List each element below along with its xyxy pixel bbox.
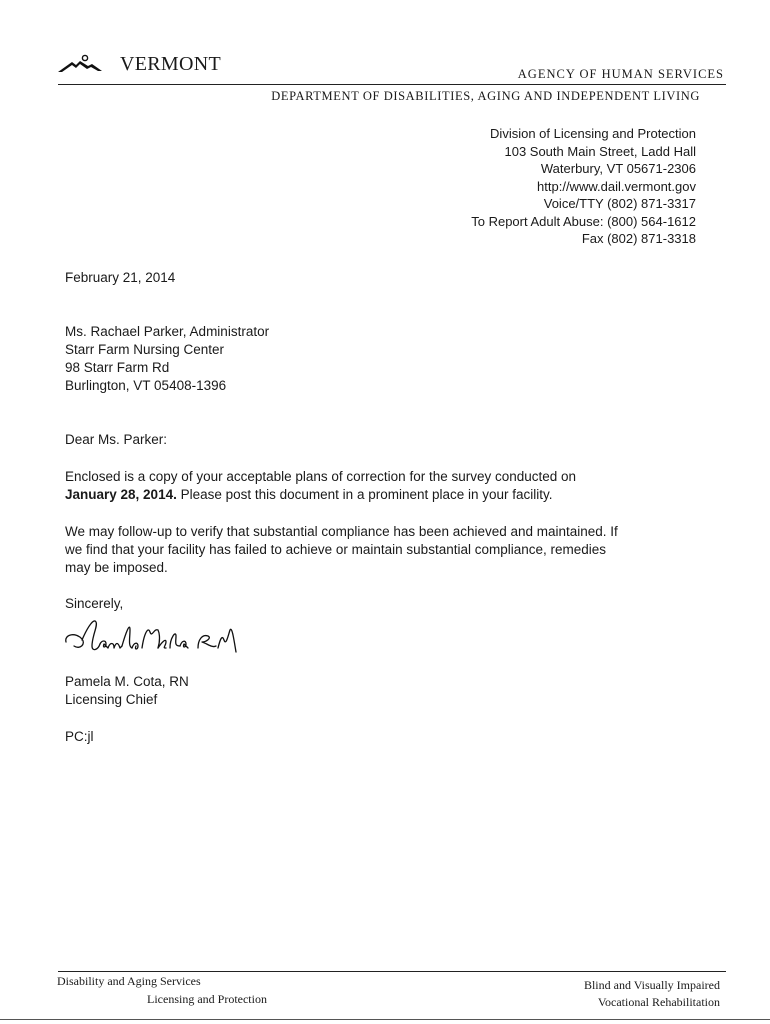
- signer-block: [65, 673, 189, 709]
- paragraph-1: [65, 468, 576, 504]
- paragraph-line-rest: Please post this document in a prominent place in your facility.: [176, 487, 553, 502]
- paragraph-line: [65, 486, 576, 504]
- address-line: To Report Adult Abuse: (800) 564-1612: [471, 213, 696, 229]
- survey-date: January 28, 2014.: [65, 487, 177, 502]
- footer-left: [57, 972, 267, 1008]
- header-rule: [58, 84, 726, 85]
- agency-name: AGENCY OF HUMAN SERVICES: [517, 67, 724, 81]
- website-link[interactable]: http://www.dail.vermont.gov: [537, 178, 696, 194]
- letter-date: February 21, 2014: [65, 270, 176, 285]
- sender-address: [471, 125, 696, 248]
- signer-title: Licensing Chief: [65, 692, 158, 707]
- paragraph-line: We may follow-up to verify that substantial compliance has been achieved and maintained. If: [65, 524, 618, 539]
- typist-initials: PC:jl: [65, 729, 94, 744]
- signer-name: Pamela M. Cota, RN: [65, 674, 189, 689]
- recipient-line: Burlington, VT 05408-1396: [65, 378, 227, 393]
- footer-line: Blind and Visually Impaired: [583, 978, 720, 992]
- address-line: Fax (802) 871-3318: [581, 231, 696, 246]
- address-line: Voice/TTY (802) 871-3317: [543, 196, 696, 211]
- address-line: 103 South Main Street, Ladd Hall: [504, 143, 696, 159]
- recipient-line: 98 Starr Farm Rd: [65, 360, 170, 375]
- bottom-edge-rule: [0, 1019, 770, 1020]
- salutation: Dear Ms. Parker:: [65, 432, 168, 447]
- department-name: DEPARTMENT OF DISABILITIES, AGING AND INDEPENDENT LIVING: [271, 89, 700, 103]
- footer-line: Vocational Rehabilitation: [597, 995, 720, 1009]
- paragraph-line: Enclosed is a copy of your acceptable plans of correction for the survey conducted on: [65, 469, 577, 484]
- recipient-address: [65, 323, 269, 395]
- footer-line: Disability and Aging Services: [57, 974, 201, 988]
- vermont-logo: [58, 54, 221, 74]
- footer-right: [584, 977, 720, 1011]
- address-line: Division of Licensing and Protection: [490, 126, 696, 141]
- paragraph-2: [65, 523, 618, 577]
- recipient-line: Starr Farm Nursing Center: [65, 342, 225, 357]
- paragraph-line: may be imposed.: [65, 560, 168, 575]
- state-name: VERMONT: [120, 53, 221, 75]
- paragraph-line: we find that your facility has failed to achieve or maintain substantial compliance, remedies: [65, 542, 607, 557]
- address-line: Waterbury, VT 05671-2306: [540, 161, 696, 176]
- footer-line: Licensing and Protection: [147, 992, 267, 1006]
- mountain-logo-icon: [58, 54, 118, 74]
- closing: Sincerely,: [65, 596, 124, 611]
- recipient-line: Ms. Rachael Parker, Administrator: [65, 324, 270, 339]
- signature-image: [62, 612, 252, 664]
